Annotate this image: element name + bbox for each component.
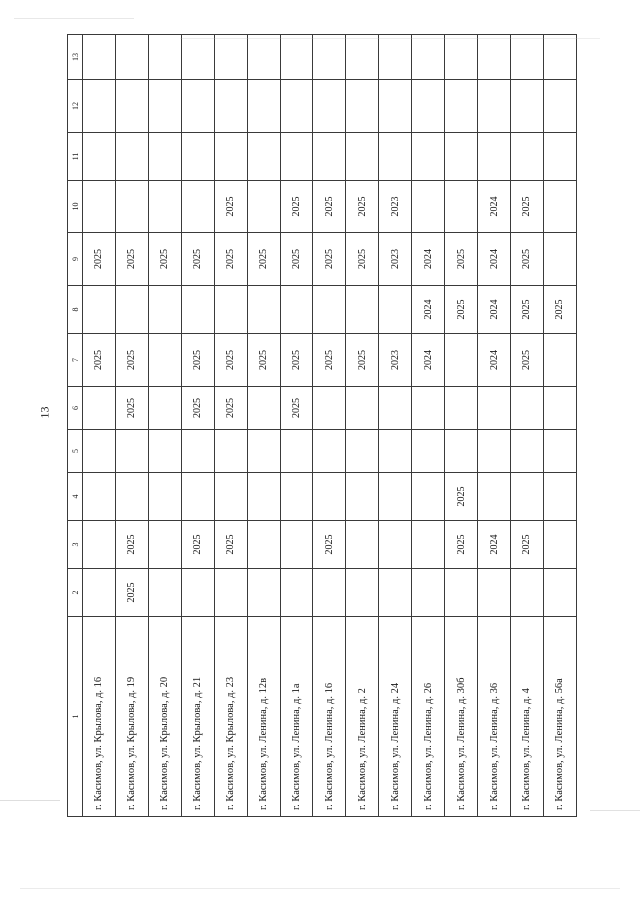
column-header: 13	[68, 35, 83, 80]
year-cell: 2024	[478, 521, 511, 569]
year-cell: 2024	[478, 334, 511, 387]
year-cell	[280, 286, 313, 334]
column-header: 8	[68, 286, 83, 334]
year-cell	[543, 35, 576, 80]
year-cell	[83, 473, 116, 521]
year-cell	[181, 35, 214, 80]
year-cell	[280, 473, 313, 521]
year-cell	[379, 286, 412, 334]
year-cell	[115, 35, 148, 80]
year-cell	[346, 133, 379, 181]
year-cell: 2025	[280, 334, 313, 387]
year-cell	[412, 387, 445, 430]
year-cell	[313, 473, 346, 521]
year-cell: 2025	[214, 181, 247, 233]
year-cell: 2025	[181, 334, 214, 387]
year-cell	[346, 35, 379, 80]
address-cell: г. Касимов, ул. Крылова, д. 16	[83, 617, 116, 817]
year-cell: 2025	[214, 334, 247, 387]
year-cell: 2025	[247, 334, 280, 387]
address-cell: г. Касимов, ул. Ленина, д. 26	[412, 617, 445, 817]
column-header: 10	[68, 181, 83, 233]
year-cell: 2025	[510, 521, 543, 569]
year-cell	[280, 80, 313, 133]
year-cell: 2025	[247, 233, 280, 286]
address-cell: г. Касимов, ул. Ленина, д. 24	[379, 617, 412, 817]
year-cell	[280, 569, 313, 617]
year-cell	[214, 133, 247, 181]
year-cell	[313, 35, 346, 80]
year-cell: 2025	[115, 521, 148, 569]
year-cell	[181, 133, 214, 181]
year-cell	[510, 473, 543, 521]
year-cell: 2025	[115, 233, 148, 286]
year-cell: 2024	[478, 233, 511, 286]
year-cell	[412, 521, 445, 569]
year-cell	[379, 569, 412, 617]
year-cell	[214, 35, 247, 80]
year-cell	[346, 387, 379, 430]
column-header: 7	[68, 334, 83, 387]
year-cell	[83, 35, 116, 80]
year-cell	[313, 286, 346, 334]
year-cell	[83, 569, 116, 617]
year-cell	[148, 80, 181, 133]
year-cell	[445, 569, 478, 617]
year-cell	[445, 80, 478, 133]
column-header: 2	[68, 569, 83, 617]
year-cell: 2025	[510, 334, 543, 387]
year-cell: 2025	[313, 521, 346, 569]
year-cell	[445, 181, 478, 233]
year-cell	[214, 286, 247, 334]
year-cell	[543, 430, 576, 473]
year-cell	[379, 473, 412, 521]
year-cell	[148, 35, 181, 80]
year-cell	[445, 133, 478, 181]
year-cell	[214, 473, 247, 521]
address-cell: г. Касимов, ул. Ленина, д. 2	[346, 617, 379, 817]
year-cell: 2025	[214, 387, 247, 430]
year-cell	[247, 133, 280, 181]
year-cell	[280, 35, 313, 80]
year-cell	[445, 334, 478, 387]
year-cell	[83, 430, 116, 473]
year-cell	[115, 430, 148, 473]
year-cell: 2025	[346, 181, 379, 233]
year-cell: 2025	[115, 334, 148, 387]
year-cell	[412, 35, 445, 80]
column-header: 11	[68, 133, 83, 181]
table-row	[478, 35, 511, 817]
year-cell	[181, 181, 214, 233]
address-cell: г. Касимов, ул. Ленина, д. 4	[510, 617, 543, 817]
year-cell	[247, 387, 280, 430]
year-cell	[543, 569, 576, 617]
year-cell	[148, 133, 181, 181]
year-cell	[543, 521, 576, 569]
year-cell: 2025	[148, 233, 181, 286]
year-cell: 2024	[478, 286, 511, 334]
year-cell: 2024	[412, 233, 445, 286]
year-cell	[412, 181, 445, 233]
year-cell	[247, 181, 280, 233]
year-cell	[346, 286, 379, 334]
year-cell	[543, 334, 576, 387]
year-cell	[478, 387, 511, 430]
year-cell: 2025	[181, 521, 214, 569]
address-cell: г. Касимов, ул. Крылова, д. 23	[214, 617, 247, 817]
year-cell	[247, 80, 280, 133]
address-cell: г. Касимов, ул. Ленина, д. 30б	[445, 617, 478, 817]
year-cell	[379, 133, 412, 181]
address-cell: г. Касимов, ул. Ленина, д. 56а	[543, 617, 576, 817]
year-cell	[83, 133, 116, 181]
year-cell	[478, 430, 511, 473]
year-cell: 2025	[280, 233, 313, 286]
year-cell	[543, 181, 576, 233]
address-cell: г. Касимов, ул. Крылова, д. 21	[181, 617, 214, 817]
year-cell	[280, 430, 313, 473]
year-cell	[478, 569, 511, 617]
table-row	[115, 35, 148, 817]
year-cell	[181, 430, 214, 473]
year-cell: 2025	[181, 387, 214, 430]
year-cell: 2025	[115, 387, 148, 430]
year-cell: 2025	[280, 181, 313, 233]
address-cell: г. Касимов, ул. Ленина, д. 1а	[280, 617, 313, 817]
year-cell	[181, 80, 214, 133]
year-cell	[313, 387, 346, 430]
scan-noise	[180, 38, 600, 39]
year-cell	[115, 181, 148, 233]
column-header: 6	[68, 387, 83, 430]
year-cell	[115, 473, 148, 521]
year-cell: 2025	[543, 286, 576, 334]
year-cell: 2025	[83, 233, 116, 286]
year-cell: 2025	[445, 286, 478, 334]
year-cell	[412, 430, 445, 473]
column-header: 3	[68, 521, 83, 569]
year-cell: 2025	[313, 181, 346, 233]
address-cell: г. Касимов, ул. Ленина, д. 12в	[247, 617, 280, 817]
year-cell	[280, 133, 313, 181]
year-cell: 2024	[478, 181, 511, 233]
year-cell: 2025	[214, 233, 247, 286]
year-cell: 2025	[280, 387, 313, 430]
year-cell	[543, 473, 576, 521]
year-cell	[379, 430, 412, 473]
year-cell	[445, 430, 478, 473]
year-cell: 2025	[346, 334, 379, 387]
year-cell: 2023	[379, 233, 412, 286]
year-cell	[148, 387, 181, 430]
year-cell	[115, 80, 148, 133]
year-cell	[148, 181, 181, 233]
year-cell: 2025	[510, 233, 543, 286]
year-cell	[148, 430, 181, 473]
year-cell	[247, 521, 280, 569]
year-cell: 2025	[214, 521, 247, 569]
year-cell	[510, 387, 543, 430]
address-cell: г. Касимов, ул. Ленина, д. 36	[478, 617, 511, 817]
column-header: 4	[68, 473, 83, 521]
year-cell	[313, 133, 346, 181]
table-row	[214, 35, 247, 817]
year-cell	[148, 286, 181, 334]
year-cell	[412, 473, 445, 521]
table-row	[510, 35, 543, 817]
table-row	[346, 35, 379, 817]
year-cell	[379, 387, 412, 430]
schedule-table	[67, 34, 577, 817]
table-row	[412, 35, 445, 817]
year-cell	[445, 387, 478, 430]
year-cell	[148, 569, 181, 617]
year-cell	[379, 35, 412, 80]
year-cell	[83, 80, 116, 133]
year-cell	[181, 286, 214, 334]
table-row	[543, 35, 576, 817]
year-cell: 2025	[115, 569, 148, 617]
scan-noise	[20, 888, 620, 889]
year-cell	[478, 133, 511, 181]
year-cell: 2025	[445, 473, 478, 521]
year-cell	[148, 521, 181, 569]
year-cell: 2023	[379, 334, 412, 387]
year-cell	[543, 233, 576, 286]
year-cell	[247, 286, 280, 334]
year-cell	[543, 133, 576, 181]
year-cell: 2025	[445, 521, 478, 569]
year-cell	[543, 80, 576, 133]
year-cell	[412, 569, 445, 617]
address-cell: г. Касимов, ул. Крылова, д. 19	[115, 617, 148, 817]
year-cell: 2023	[379, 181, 412, 233]
table-row	[445, 35, 478, 817]
year-cell	[346, 569, 379, 617]
table-header-row	[68, 35, 83, 817]
year-cell	[83, 521, 116, 569]
year-cell	[181, 473, 214, 521]
year-cell: 2025	[510, 286, 543, 334]
year-cell	[510, 35, 543, 80]
year-cell	[247, 430, 280, 473]
year-cell	[313, 430, 346, 473]
year-cell	[510, 430, 543, 473]
table-row	[181, 35, 214, 817]
table-row	[313, 35, 346, 817]
year-cell	[379, 521, 412, 569]
address-cell: г. Касимов, ул. Крылова, д. 20	[148, 617, 181, 817]
year-cell	[346, 430, 379, 473]
year-cell	[280, 521, 313, 569]
year-cell	[83, 387, 116, 430]
year-cell	[181, 569, 214, 617]
year-cell	[346, 80, 379, 133]
scan-noise	[590, 810, 640, 811]
year-cell	[148, 334, 181, 387]
year-cell	[247, 35, 280, 80]
year-cell	[247, 473, 280, 521]
table-row	[83, 35, 116, 817]
year-cell	[214, 569, 247, 617]
year-cell: 2025	[181, 233, 214, 286]
year-cell: 2025	[445, 233, 478, 286]
year-cell	[379, 80, 412, 133]
year-cell	[148, 473, 181, 521]
year-cell	[214, 430, 247, 473]
scan-noise	[0, 800, 60, 801]
year-cell	[115, 286, 148, 334]
scan-noise	[14, 18, 134, 19]
year-cell: 2024	[412, 286, 445, 334]
column-header: 12	[68, 80, 83, 133]
column-header: 1	[68, 617, 83, 817]
year-cell	[412, 133, 445, 181]
year-cell	[313, 80, 346, 133]
year-cell	[313, 569, 346, 617]
address-cell: г. Касимов, ул. Ленина, д. 16	[313, 617, 346, 817]
year-cell: 2025	[510, 181, 543, 233]
year-cell	[83, 286, 116, 334]
year-cell	[412, 80, 445, 133]
year-cell: 2025	[346, 233, 379, 286]
year-cell	[346, 473, 379, 521]
year-cell	[445, 35, 478, 80]
table-row	[247, 35, 280, 817]
table-row	[148, 35, 181, 817]
table-row	[280, 35, 313, 817]
year-cell	[478, 473, 511, 521]
column-header: 5	[68, 430, 83, 473]
year-cell	[346, 521, 379, 569]
page-number: 13	[37, 406, 52, 419]
year-cell	[115, 133, 148, 181]
year-cell: 2025	[83, 334, 116, 387]
year-cell	[543, 387, 576, 430]
year-cell: 2025	[313, 334, 346, 387]
year-cell	[247, 569, 280, 617]
table-row	[379, 35, 412, 817]
year-cell	[83, 181, 116, 233]
year-cell: 2025	[313, 233, 346, 286]
year-cell	[214, 80, 247, 133]
year-cell	[510, 80, 543, 133]
year-cell	[510, 569, 543, 617]
year-cell: 2024	[412, 334, 445, 387]
column-header: 9	[68, 233, 83, 286]
year-cell	[478, 80, 511, 133]
year-cell	[510, 133, 543, 181]
year-cell	[478, 35, 511, 80]
